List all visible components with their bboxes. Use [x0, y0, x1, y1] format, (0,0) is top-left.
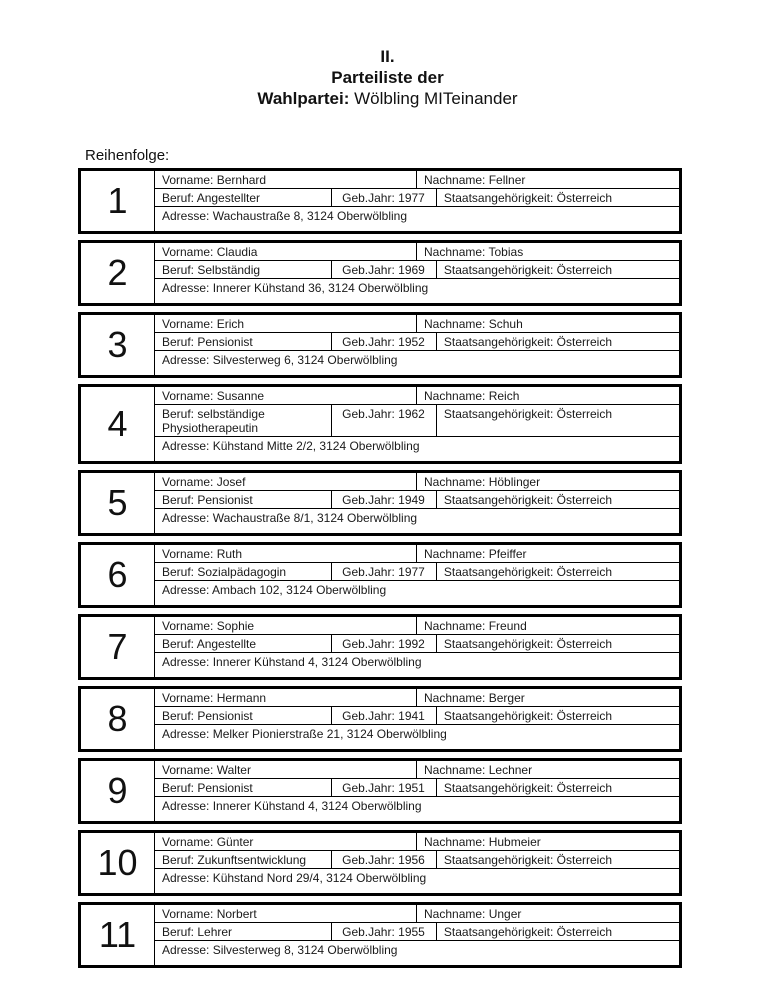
nachname-value: Reich — [488, 389, 520, 403]
vorname-cell — [155, 617, 417, 634]
nachname-cell — [417, 833, 679, 850]
nachname-value: Freund — [488, 619, 527, 633]
adresse-cell — [155, 351, 679, 375]
vorname-label: Vorname: — [162, 389, 214, 403]
geburtsjahr-cell — [332, 563, 437, 580]
nachname-cell — [417, 545, 679, 562]
title-numeral: II. — [380, 47, 395, 66]
staatsangehoerigkeit-value: Österreich — [556, 263, 613, 277]
adresse-cell — [155, 653, 679, 677]
candidate-details — [155, 761, 679, 821]
nachname-label: Nachname: — [424, 907, 486, 921]
vorname-value: Ruth — [216, 547, 243, 561]
candidate-row — [78, 384, 682, 464]
beruf-value: Pensionist — [197, 335, 253, 349]
vorname-cell — [155, 761, 417, 778]
nachname-label: Nachname: — [424, 547, 486, 561]
geburtsjahr-cell — [332, 635, 437, 652]
beruf-label: Beruf: — [162, 565, 195, 579]
candidate-row — [78, 902, 682, 968]
staatsangehoerigkeit-label: Staatsangehörigkeit: — [443, 565, 554, 579]
vorname-value: Josef — [216, 475, 246, 489]
beruf-cell — [155, 491, 332, 508]
beruf-cell — [155, 707, 332, 724]
vorname-label: Vorname: — [162, 245, 214, 259]
nachname-value: Berger — [488, 691, 525, 705]
beruf-label: Beruf: — [162, 407, 195, 421]
beruf-value: Angestellter — [196, 191, 261, 205]
nachname-cell — [417, 473, 679, 490]
reihenfolge-label: Reihenfolge: — [85, 147, 170, 164]
beruf-cell — [155, 635, 332, 652]
beruf-label: Beruf: — [162, 637, 195, 651]
beruf-value: Angestellte — [196, 637, 257, 651]
candidate-details — [155, 315, 679, 375]
adresse-label: Adresse: — [162, 439, 210, 453]
adresse-cell — [155, 437, 679, 461]
vorname-cell — [155, 473, 417, 490]
nachname-cell — [417, 171, 679, 188]
beruf-label: Beruf: — [162, 781, 195, 795]
candidate-row — [78, 312, 682, 378]
staatsangehoerigkeit-value: Österreich — [556, 493, 613, 507]
staatsangehoerigkeit-cell — [437, 563, 679, 580]
candidate-details — [155, 617, 679, 677]
adresse-value: Silvesterweg 6, 3124 Oberwölbling — [212, 353, 398, 367]
nachname-cell — [417, 315, 679, 332]
nachname-value: Schuh — [488, 317, 523, 331]
candidate-row — [78, 758, 682, 824]
beruf-label: Beruf: — [162, 263, 195, 277]
geburtsjahr-value: 1949 — [398, 493, 425, 507]
staatsangehoerigkeit-cell — [437, 333, 679, 350]
staatsangehoerigkeit-label: Staatsangehörigkeit: — [443, 709, 554, 723]
beruf-value: Pensionist — [197, 781, 253, 795]
wahlpartei-label: Wahlpartei: — [257, 89, 350, 108]
beruf-cell — [155, 261, 332, 278]
beruf-label: Beruf: — [162, 853, 195, 867]
staatsangehoerigkeit-value: Österreich — [556, 781, 613, 795]
beruf-label: Beruf: — [162, 493, 195, 507]
position-number: 6 — [81, 545, 155, 605]
staatsangehoerigkeit-value: Österreich — [556, 853, 613, 867]
staatsangehoerigkeit-value: Österreich — [556, 637, 613, 651]
beruf-value: Zukunftsentwicklung — [197, 853, 307, 867]
position-number: 5 — [81, 473, 155, 533]
geburtsjahr-label: Geb.Jahr: — [342, 493, 395, 507]
vorname-label: Vorname: — [162, 547, 214, 561]
staatsangehoerigkeit-label: Staatsangehörigkeit: — [443, 191, 554, 205]
position-number: 9 — [81, 761, 155, 821]
geburtsjahr-label: Geb.Jahr: — [342, 637, 395, 651]
vorname-cell — [155, 315, 417, 332]
position-number: 2 — [81, 243, 155, 303]
adresse-value: Wachaustraße 8, 3124 Oberwölbling — [212, 209, 408, 223]
nachname-value: Pfeiffer — [488, 547, 527, 561]
beruf-value: Pensionist — [197, 493, 253, 507]
staatsangehoerigkeit-cell — [437, 707, 679, 724]
adresse-label: Adresse: — [162, 799, 210, 813]
nachname-label: Nachname: — [424, 475, 486, 489]
staatsangehoerigkeit-label: Staatsangehörigkeit: — [443, 263, 554, 277]
vorname-value: Hermann — [216, 691, 267, 705]
geburtsjahr-cell — [332, 707, 437, 724]
beruf-cell — [155, 189, 332, 206]
nachname-label: Nachname: — [424, 619, 486, 633]
adresse-value: Kühstand Mitte 2/2, 3124 Oberwölbling — [212, 439, 420, 453]
nachname-label: Nachname: — [424, 763, 486, 777]
candidate-row — [78, 470, 682, 536]
staatsangehoerigkeit-value: Österreich — [556, 335, 613, 349]
party-name: Wölbling MITeinander — [354, 89, 518, 108]
staatsangehoerigkeit-cell — [437, 779, 679, 796]
staatsangehoerigkeit-label: Staatsangehörigkeit: — [443, 637, 554, 651]
candidate-details — [155, 473, 679, 533]
geburtsjahr-label: Geb.Jahr: — [342, 263, 395, 277]
vorname-label: Vorname: — [162, 619, 214, 633]
nachname-cell — [417, 761, 679, 778]
beruf-cell — [155, 779, 332, 796]
staatsangehoerigkeit-label: Staatsangehörigkeit: — [443, 853, 554, 867]
candidate-row — [78, 168, 682, 234]
adresse-cell — [155, 581, 679, 605]
beruf-label: Beruf: — [162, 925, 195, 939]
adresse-label: Adresse: — [162, 727, 210, 741]
geburtsjahr-value: 1977 — [398, 565, 425, 579]
vorname-value: Norbert — [216, 907, 257, 921]
staatsangehoerigkeit-value: Österreich — [556, 709, 613, 723]
geburtsjahr-value: 1977 — [398, 191, 425, 205]
adresse-label: Adresse: — [162, 353, 210, 367]
adresse-label: Adresse: — [162, 583, 210, 597]
geburtsjahr-cell — [332, 333, 437, 350]
title-wahlpartei-line — [0, 88, 775, 109]
geburtsjahr-value: 1992 — [398, 637, 425, 651]
adresse-cell — [155, 941, 679, 965]
adresse-value: Melker Pionierstraße 21, 3124 Oberwölbling — [212, 727, 447, 741]
candidate-row — [78, 686, 682, 752]
beruf-value: Lehrer — [197, 925, 233, 939]
vorname-label: Vorname: — [162, 907, 214, 921]
vorname-value: Erich — [216, 317, 245, 331]
nachname-value: Unger — [488, 907, 522, 921]
staatsangehoerigkeit-cell — [437, 189, 679, 206]
staatsangehoerigkeit-label: Staatsangehörigkeit: — [443, 493, 554, 507]
nachname-label: Nachname: — [424, 691, 486, 705]
geburtsjahr-value: 1941 — [398, 709, 425, 723]
geburtsjahr-value: 1956 — [398, 853, 425, 867]
position-number: 4 — [81, 387, 155, 461]
nachname-value: Fellner — [488, 173, 526, 187]
nachname-cell — [417, 905, 679, 922]
adresse-value: Innerer Kühstand 4, 3124 Oberwölbling — [212, 799, 422, 813]
beruf-label: Beruf: — [162, 191, 195, 205]
vorname-label: Vorname: — [162, 317, 214, 331]
geburtsjahr-value: 1962 — [398, 407, 425, 421]
candidate-details — [155, 689, 679, 749]
vorname-label: Vorname: — [162, 475, 214, 489]
adresse-cell — [155, 207, 679, 231]
nachname-label: Nachname: — [424, 317, 486, 331]
staatsangehoerigkeit-label: Staatsangehörigkeit: — [443, 407, 554, 421]
staatsangehoerigkeit-cell — [437, 851, 679, 868]
geburtsjahr-cell — [332, 491, 437, 508]
beruf-value: Selbständig — [197, 263, 261, 277]
vorname-value: Bernhard — [216, 173, 267, 187]
geburtsjahr-label: Geb.Jahr: — [342, 565, 395, 579]
beruf-label: Beruf: — [162, 709, 195, 723]
adresse-value: Ambach 102, 3124 Oberwölbling — [212, 583, 387, 597]
vorname-value: Günter — [216, 835, 254, 849]
beruf-label: Beruf: — [162, 335, 195, 349]
staatsangehoerigkeit-label: Staatsangehörigkeit: — [443, 335, 554, 349]
vorname-cell — [155, 171, 417, 188]
position-number: 1 — [81, 171, 155, 231]
candidate-details — [155, 545, 679, 605]
staatsangehoerigkeit-label: Staatsangehörigkeit: — [443, 925, 554, 939]
vorname-label: Vorname: — [162, 835, 214, 849]
geburtsjahr-label: Geb.Jahr: — [342, 407, 395, 421]
beruf-cell — [155, 563, 332, 580]
geburtsjahr-cell — [332, 779, 437, 796]
adresse-label: Adresse: — [162, 209, 210, 223]
adresse-cell — [155, 869, 679, 893]
vorname-value: Walter — [216, 763, 251, 777]
geburtsjahr-cell — [332, 261, 437, 278]
geburtsjahr-cell — [332, 851, 437, 868]
geburtsjahr-cell — [332, 189, 437, 206]
adresse-cell — [155, 725, 679, 749]
geburtsjahr-value: 1951 — [398, 781, 425, 795]
staatsangehoerigkeit-cell — [437, 923, 679, 940]
beruf-cell — [155, 333, 332, 350]
vorname-cell — [155, 905, 417, 922]
position-number: 10 — [81, 833, 155, 893]
geburtsjahr-label: Geb.Jahr: — [342, 781, 395, 795]
candidate-row — [78, 614, 682, 680]
staatsangehoerigkeit-value: Österreich — [556, 565, 613, 579]
candidate-details — [155, 905, 679, 965]
nachname-value: Tobias — [488, 245, 524, 259]
vorname-label: Vorname: — [162, 691, 214, 705]
nachname-value: Höblinger — [488, 475, 541, 489]
vorname-cell — [155, 689, 417, 706]
adresse-cell — [155, 797, 679, 821]
nachname-label: Nachname: — [424, 389, 486, 403]
vorname-cell — [155, 243, 417, 260]
position-number: 8 — [81, 689, 155, 749]
vorname-cell — [155, 387, 417, 404]
beruf-value: Pensionist — [197, 709, 253, 723]
geburtsjahr-cell — [332, 405, 437, 436]
nachname-label: Nachname: — [424, 173, 486, 187]
party-list-table — [78, 168, 682, 974]
vorname-label: Vorname: — [162, 173, 214, 187]
staatsangehoerigkeit-value: Österreich — [556, 407, 613, 421]
staatsangehoerigkeit-label: Staatsangehörigkeit: — [443, 781, 554, 795]
candidate-row — [78, 542, 682, 608]
staatsangehoerigkeit-value: Österreich — [556, 925, 613, 939]
adresse-label: Adresse: — [162, 943, 210, 957]
adresse-label: Adresse: — [162, 511, 210, 525]
candidate-details — [155, 171, 679, 231]
vorname-cell — [155, 545, 417, 562]
beruf-value: selbständige Physiotherapeutin — [162, 407, 265, 435]
vorname-value: Sophie — [216, 619, 255, 633]
beruf-value: Sozialpädagogin — [197, 565, 287, 579]
candidate-details — [155, 833, 679, 893]
candidate-details — [155, 387, 679, 461]
adresse-value: Innerer Kühstand 4, 3124 Oberwölbling — [212, 655, 422, 669]
position-number: 7 — [81, 617, 155, 677]
position-number: 3 — [81, 315, 155, 375]
geburtsjahr-label: Geb.Jahr: — [342, 709, 395, 723]
geburtsjahr-value: 1952 — [398, 335, 425, 349]
adresse-value: Innerer Kühstand 36, 3124 Oberwölbling — [212, 281, 429, 295]
staatsangehoerigkeit-cell — [437, 405, 679, 436]
geburtsjahr-value: 1955 — [398, 925, 425, 939]
title-parteiliste: Parteiliste der — [331, 68, 444, 87]
nachname-cell — [417, 617, 679, 634]
geburtsjahr-label: Geb.Jahr: — [342, 191, 395, 205]
geburtsjahr-cell — [332, 923, 437, 940]
geburtsjahr-label: Geb.Jahr: — [342, 853, 395, 867]
candidate-details — [155, 243, 679, 303]
nachname-value: Hubmeier — [488, 835, 541, 849]
adresse-cell — [155, 509, 679, 533]
adresse-value: Silvesterweg 8, 3124 Oberwölbling — [212, 943, 398, 957]
vorname-cell — [155, 833, 417, 850]
nachname-label: Nachname: — [424, 835, 486, 849]
adresse-label: Adresse: — [162, 655, 210, 669]
nachname-cell — [417, 243, 679, 260]
geburtsjahr-value: 1969 — [398, 263, 425, 277]
adresse-value: Kühstand Nord 29/4, 3124 Oberwölbling — [212, 871, 427, 885]
staatsangehoerigkeit-cell — [437, 491, 679, 508]
adresse-cell — [155, 279, 679, 303]
beruf-cell — [155, 923, 332, 940]
geburtsjahr-label: Geb.Jahr: — [342, 925, 395, 939]
nachname-label: Nachname: — [424, 245, 486, 259]
nachname-cell — [417, 387, 679, 404]
nachname-cell — [417, 689, 679, 706]
nachname-value: Lechner — [488, 763, 533, 777]
adresse-value: Wachaustraße 8/1, 3124 Oberwölbling — [212, 511, 418, 525]
geburtsjahr-label: Geb.Jahr: — [342, 335, 395, 349]
candidate-row — [78, 830, 682, 896]
staatsangehoerigkeit-value: Österreich — [556, 191, 613, 205]
staatsangehoerigkeit-cell — [437, 635, 679, 652]
position-number: 11 — [81, 905, 155, 965]
beruf-cell — [155, 405, 332, 436]
adresse-label: Adresse: — [162, 871, 210, 885]
vorname-value: Claudia — [216, 245, 258, 259]
beruf-cell — [155, 851, 332, 868]
candidate-row — [78, 240, 682, 306]
document-title — [0, 46, 775, 109]
staatsangehoerigkeit-cell — [437, 261, 679, 278]
adresse-label: Adresse: — [162, 281, 210, 295]
vorname-value: Susanne — [216, 389, 265, 403]
vorname-label: Vorname: — [162, 763, 214, 777]
